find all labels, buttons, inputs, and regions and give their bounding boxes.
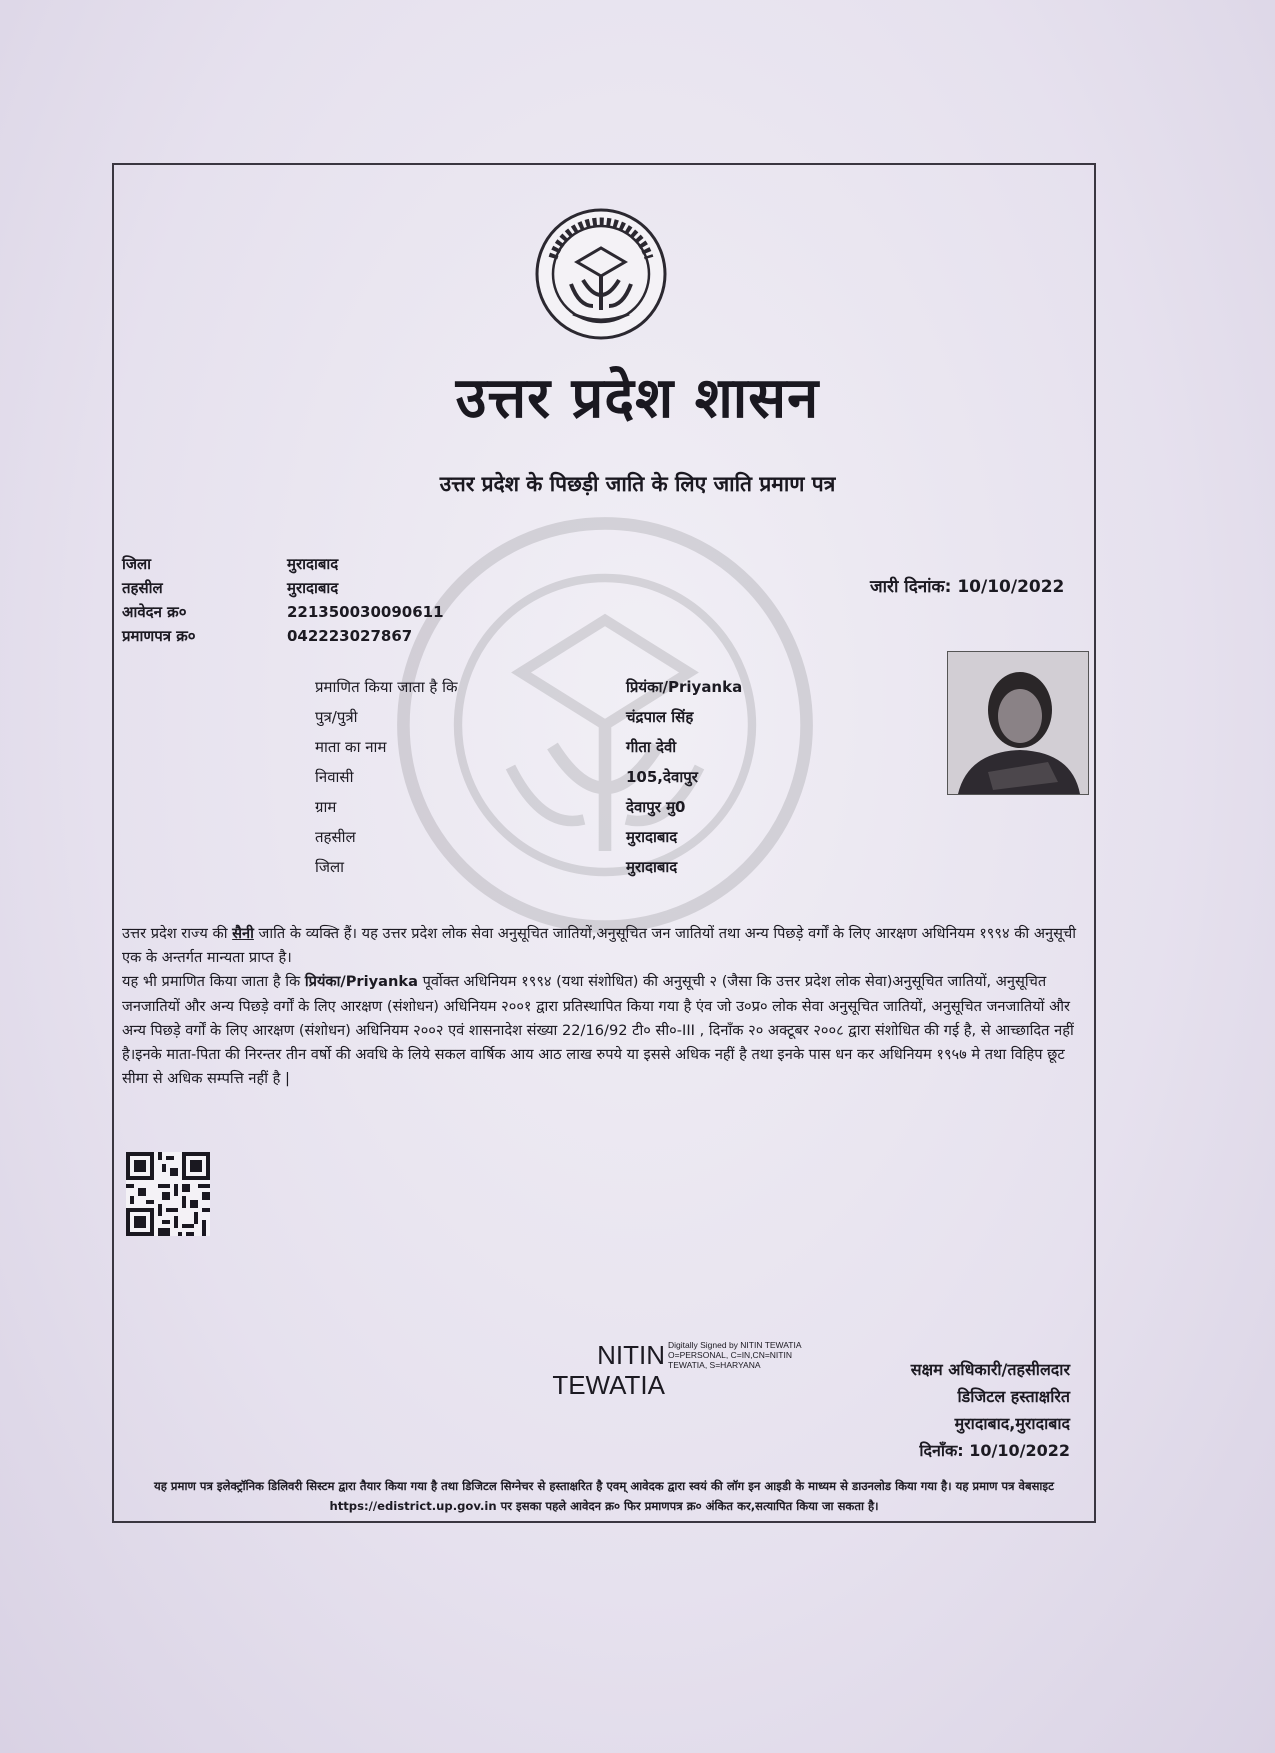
meta-label: प्रमाणपत्र क्र० [122, 627, 196, 645]
certificate-subtitle: उत्तर प्रदेश के पिछड़ी जाति के लिए जाति प्रमाण पत्र [439, 472, 836, 496]
detail-row [315, 762, 742, 792]
meta-label: आवेदन क्र० [122, 603, 187, 621]
detail-row [315, 672, 742, 702]
detail-label: तहसील [315, 828, 356, 846]
meta-row-district [122, 552, 444, 576]
meta-value: 042223027867 [287, 627, 413, 645]
meta-block [122, 552, 444, 648]
details-block [315, 672, 742, 882]
detail-label: जिला [315, 858, 345, 876]
body-text-span: पूर्वोक्त अधिनियम १९९४ (यथा संशोधित) की अनुसूची २ (जैसा कि उत्तर प्रदेश लोक सेवा)अनुसूचित जातियों, अनुसूचित जनजातियों और अन्य पिछड़े वर्गों के लिए आरक्षण (संशोधन) अधिनियम २००१ द्वारा प्रतिस्थापित किया गया है एंव जो उ०प्र० लोक सेवा अनुसूचित जातियों, अनुसूचित जनजातियों और अन्य पिछड़े वर्गों के लिए आरक्षण (संशोधन) अधिनियम २००२ एवं शासनादेश संख्या 22/16/92 टी० सी०-III , दिनाँक २० अक्टूबर २००८ द्वारा संशोधित की गई है, से आच्छादित नहीं है।इनके माता-पिता की निरन्तर तीन वर्षो की अवधि के लिये सकल वार्षिक आय आठ लाख रुपये या इससे अधिक नहीं है तथा इनके पास धन कर अधिनियम १९५७ मे तथा विहिप छूट सीमा से अधिक सम्पत्ति नहीं है | [122, 973, 1074, 1088]
authority-date-label: दिनाँक: [919, 1441, 964, 1460]
qr-code-icon [126, 1152, 210, 1236]
body-text-span: यह भी प्रमाणित किया जाता है कि [122, 973, 305, 991]
authority-location: मुरादाबाद,मुरादाबाद [954, 1414, 1070, 1433]
detail-row [315, 792, 742, 822]
meta-row-tehsil [122, 576, 444, 600]
applicant-name: प्रियंका/Priyanka [304, 973, 418, 991]
detail-row [315, 702, 742, 732]
detail-value: देवापुर मु0 [626, 798, 686, 816]
meta-value: 221350030090611 [287, 603, 444, 621]
caste-name: सैनी [232, 925, 254, 942]
meta-value: मुरादाबाद [287, 555, 339, 573]
detail-value: चंद्रपाल सिंह [626, 708, 694, 726]
meta-row-application-no [122, 600, 444, 624]
meta-value: मुरादाबाद [287, 579, 339, 597]
authority-title: सक्षम अधिकारी/तहसीलदार [910, 1360, 1070, 1379]
body-text-span: जाति के व्यक्ति हैं। यह उत्तर प्रदेश लोक सेवा अनुसूचित जातियों,अनुसूचित जन जातियों तथा अन्य पिछड़े वर्गों के लिए आरक्षण अधिनियम १९९४ की अनुसूची एक के अन्तर्गत मान्यता प्राप्त है। [122, 925, 1077, 967]
meta-row-certificate-no [122, 624, 444, 648]
detail-value: प्रियंका/Priyanka [626, 678, 743, 696]
body-paragraph-2 [122, 970, 1082, 1091]
detail-label: प्रमाणित किया जाता है कि [315, 678, 458, 696]
detail-label: ग्राम [315, 798, 337, 816]
detail-row [315, 852, 742, 882]
meta-label: जिला [122, 555, 152, 573]
digital-signature-name [545, 1340, 665, 1400]
meta-label: तहसील [122, 579, 163, 597]
detail-label: माता का नाम [315, 738, 387, 756]
authority-block [820, 1356, 1070, 1464]
detail-row [315, 732, 742, 762]
issue-date-value: 10/10/2022 [957, 577, 1065, 597]
detail-label: निवासी [315, 768, 354, 786]
detail-value: मुरादाबाद [626, 828, 678, 846]
body-text-span: उत्तर प्रदेश राज्य की [122, 925, 233, 942]
signature-first-name: NITIN [597, 1340, 665, 1370]
up-government-emblem-icon [533, 206, 669, 342]
page-title: उत्तर प्रदेश शासन [455, 366, 820, 431]
detail-value: गीता देवी [626, 738, 677, 756]
signature-last-name: TEWATIA [552, 1370, 665, 1400]
verification-footer: यह प्रमाण पत्र इलेक्ट्रॉनिक डिलिवरी सिस्टम द्वारा तैयार किया गया है तथा डिजिटल सिग्नेचर से हस्ताक्षरित है एवम् आवेदक द्वारा स्वयं की लॉग इन आइडी के माध्यम से डाउनलोड किया गया है। यह प्रमाण पत्र वेबसाइट https://edistrict.up.gov.in पर इसका पहले आवेदन क्र० फिर प्रमाणपत्र क्र० अंकित कर,सत्यापित किया जा सकता है। [154, 1479, 1054, 1513]
body-paragraph-1 [122, 922, 1082, 970]
issue-date [870, 574, 1064, 597]
detail-label: पुत्र/पुत्री [315, 708, 358, 726]
authority-date [820, 1437, 1070, 1464]
certificate-body [122, 922, 1082, 1091]
detail-value: 105,देवापुर [626, 768, 698, 786]
authority-date-value: 10/10/2022 [969, 1441, 1070, 1460]
authority-digital-signed: डिजिटल हस्ताक्षरित [957, 1387, 1070, 1406]
detail-row [315, 822, 742, 852]
detail-value: मुरादाबाद [626, 858, 678, 876]
applicant-photo [947, 651, 1089, 795]
digital-signature-note: Digitally Signed by NITIN TEWATIA O=PERSONAL, C=IN,CN=NITIN TEWATIA, S=HARYANA [668, 1340, 802, 1370]
issue-date-label: जारी दिनांक: [870, 577, 952, 597]
